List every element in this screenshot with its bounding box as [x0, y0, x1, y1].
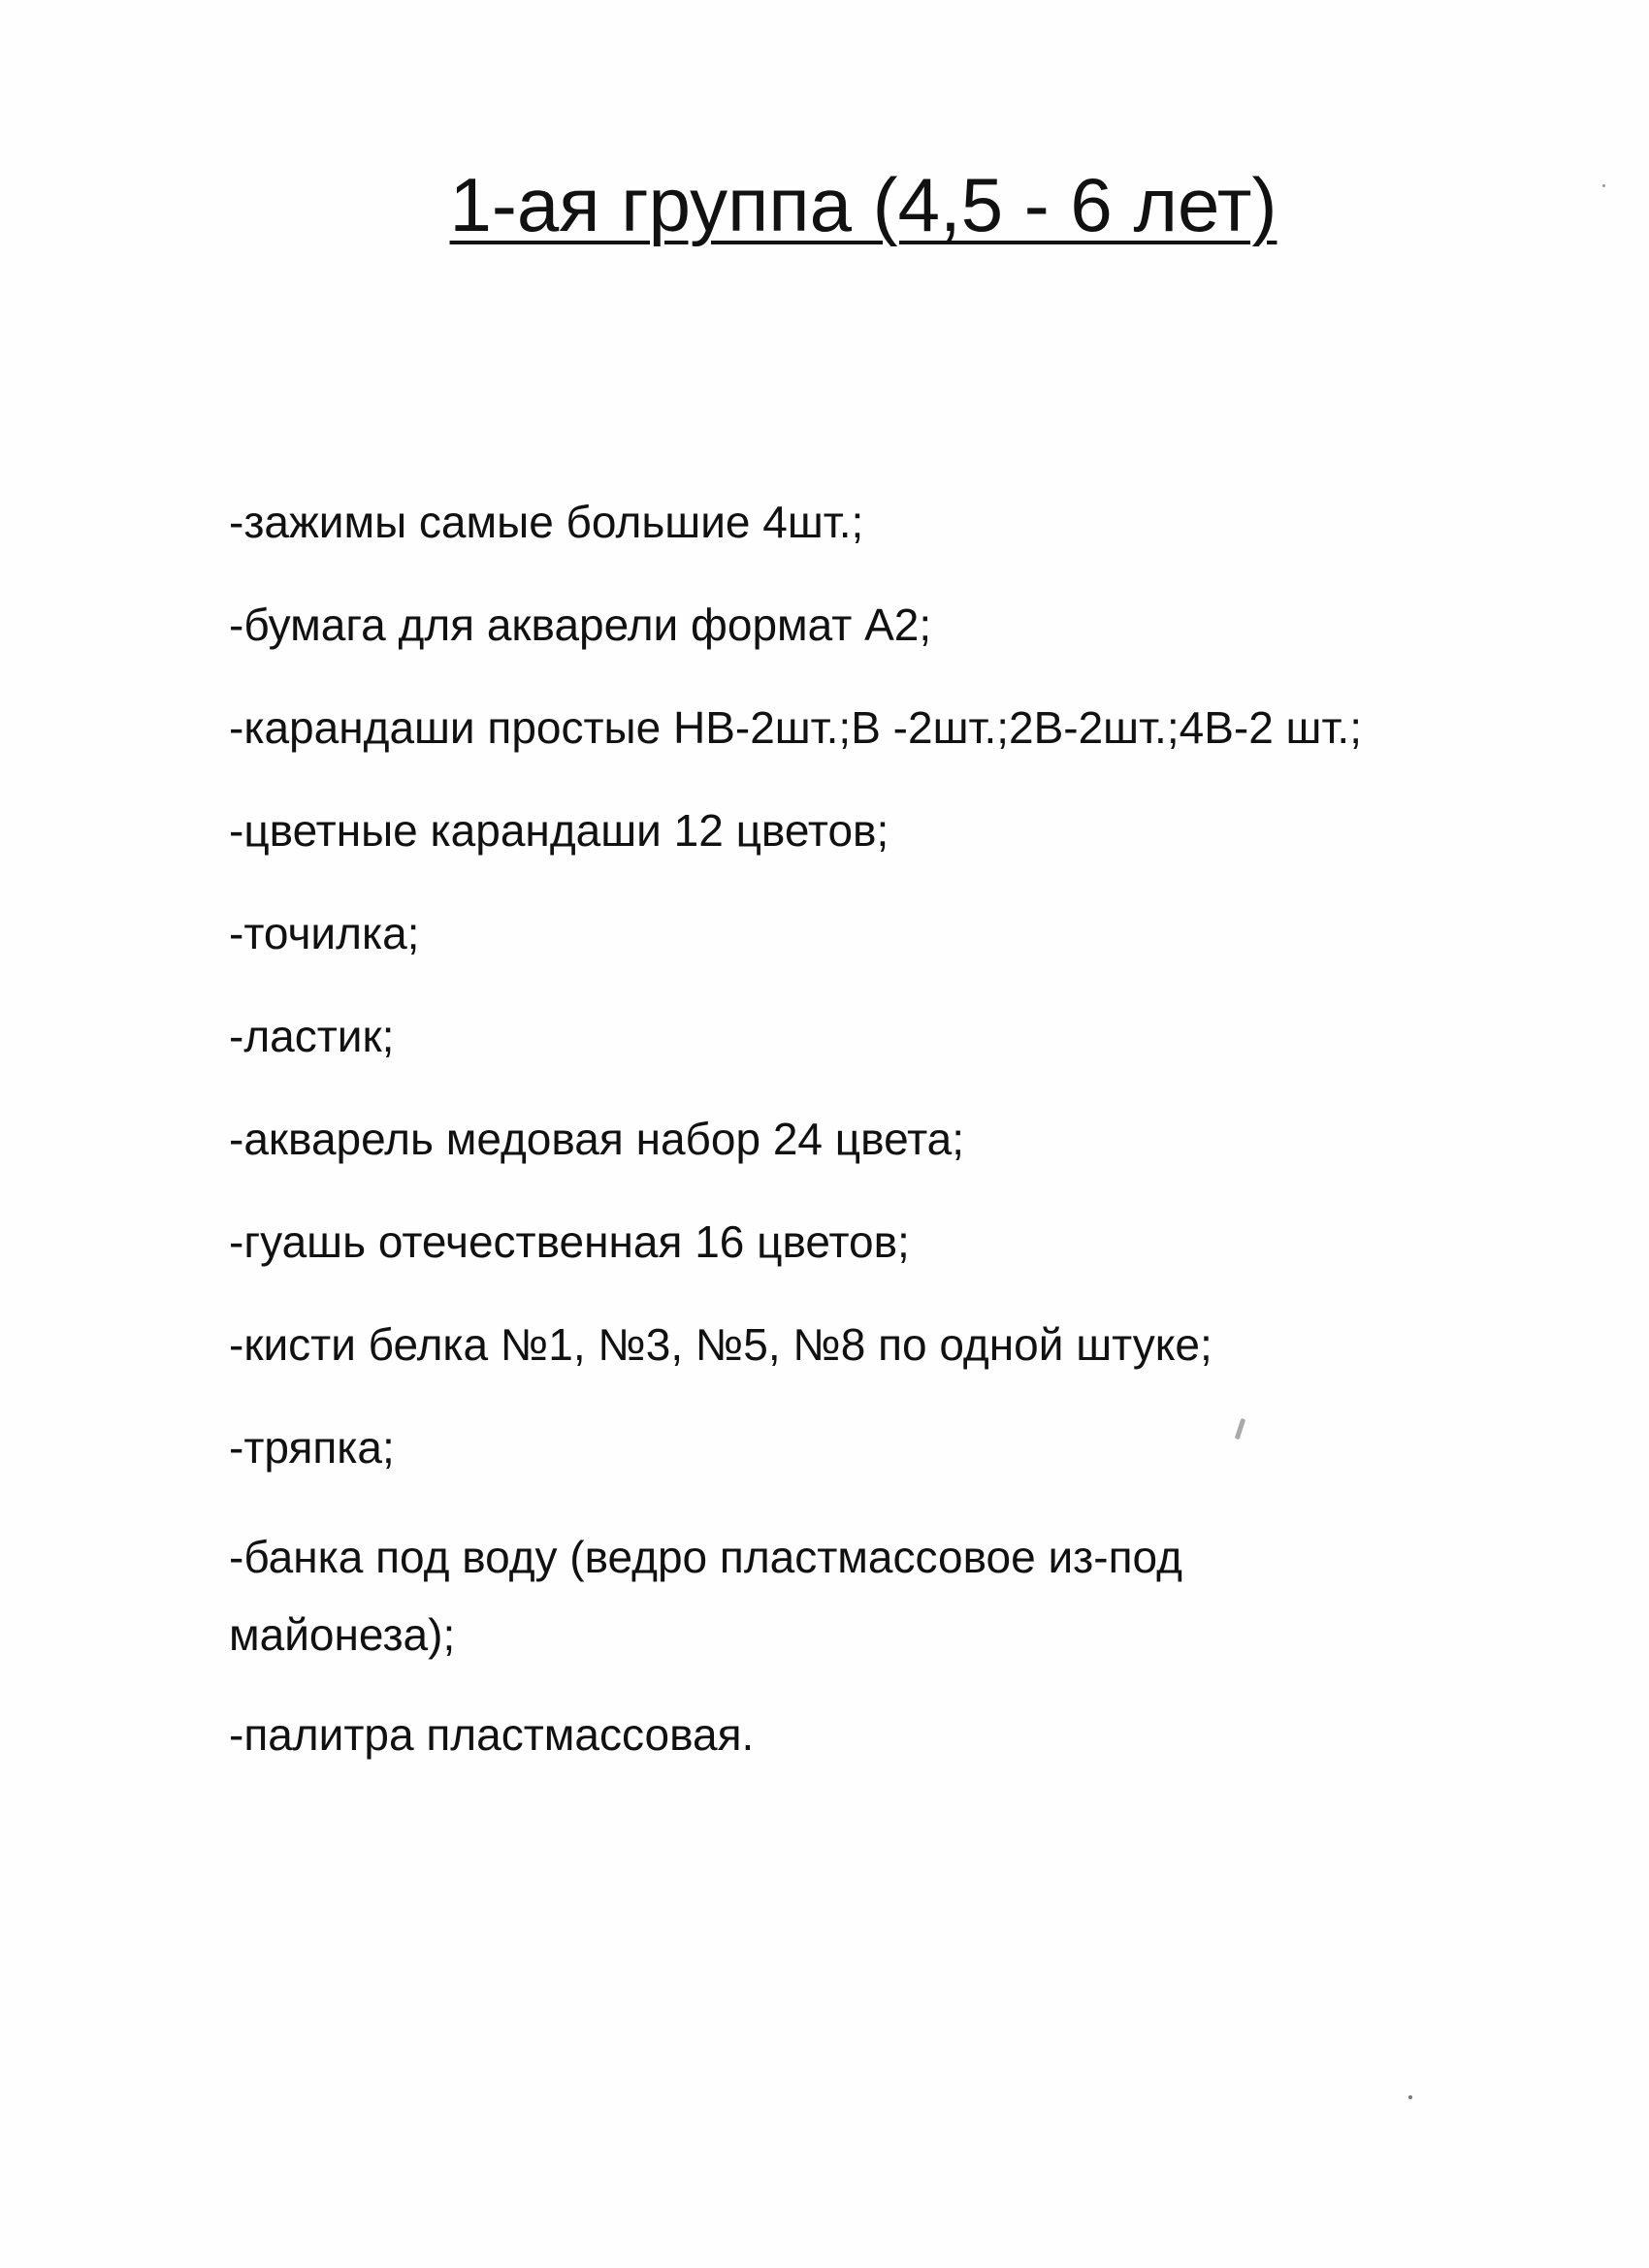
scan-speck [1408, 2095, 1412, 2099]
list-item: -кисти белка №1, №3, №5, №8 по одной штуке; [229, 1319, 1212, 1370]
list-item: -банка под воду (ведро пластмассовое из-под майонеза); [229, 1532, 1182, 1660]
list-item: -карандаши простые НВ-2шт.;В -2шт.;2В-2шт.;4В-2 шт.; [229, 702, 1362, 753]
list-item: -палитра пластмассовая. [229, 1709, 755, 1760]
list-item: -бумага для акварели формат А2; [229, 599, 932, 650]
list-item: -гуашь отечественная 16 цветов; [229, 1216, 910, 1267]
list-item: -зажимы самые большие 4шт.; [229, 497, 864, 547]
page-title-text: 1-ая группа (4,5 - 6 лет) [449, 162, 1277, 247]
list-item: -тряпка; [229, 1422, 395, 1473]
list-item: -акварель медовая набор 24 цвета; [229, 1114, 965, 1164]
supply-list [229, 490, 1529, 1805]
page-title [0, 161, 1649, 249]
list-item: -точилка; [229, 908, 420, 958]
list-item: -ластик; [229, 1011, 395, 1061]
list-item: -цветные карандаши 12 цветов; [229, 805, 889, 856]
scan-speck [1602, 184, 1605, 187]
